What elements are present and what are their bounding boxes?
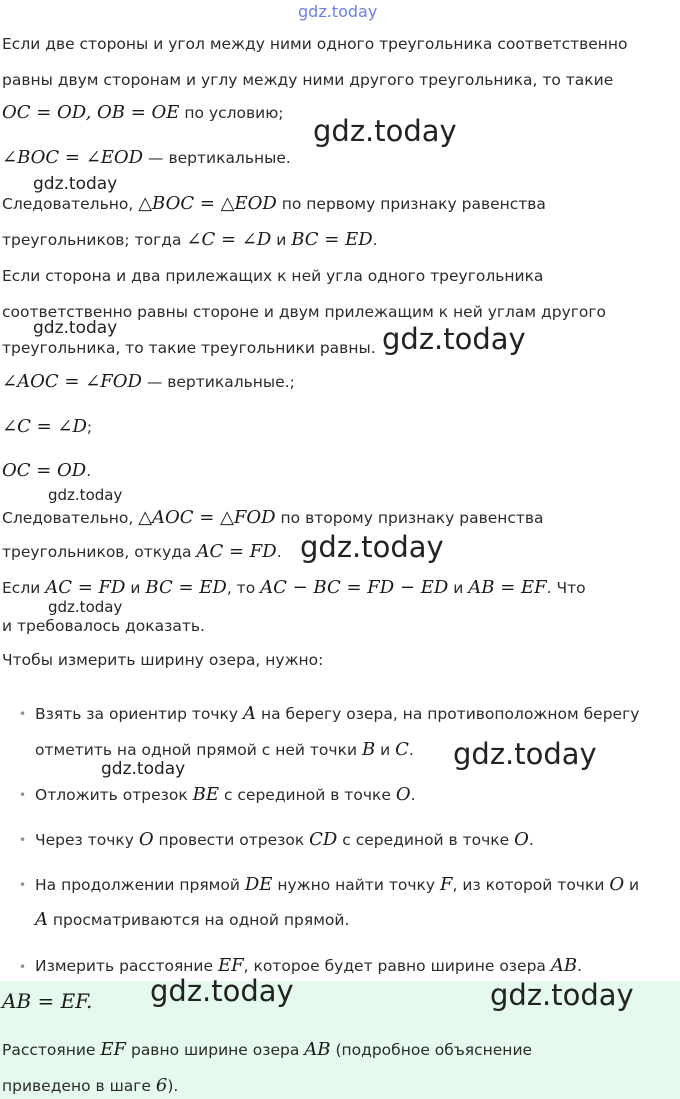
text: (подробное объяснение [330, 1041, 533, 1059]
watermark: gdz.today [48, 486, 123, 504]
math: BE [192, 784, 220, 805]
conclusion-line [2, 507, 544, 529]
conclusion-line: и требовалось доказать. [2, 617, 205, 635]
watermark: gdz.today [313, 114, 457, 148]
text: приведено в шаге [2, 1077, 156, 1095]
math: A [243, 703, 257, 724]
text: ; [86, 418, 93, 436]
paragraph-line: Если сторона и два прилежащих к ней угла одного треугольника [2, 267, 544, 285]
watermark: gdz.today [453, 737, 597, 771]
text: треугольников; тогда [2, 231, 187, 249]
paragraph-line: соответственно равны стороне и двум прилежащим к ней углам другого [2, 303, 607, 321]
list-item-line [35, 909, 349, 931]
answer-equation [2, 990, 92, 1014]
text: и [125, 579, 146, 597]
bullet-icon: • [19, 707, 27, 721]
conclusion-line [2, 541, 282, 563]
text: . [408, 741, 414, 759]
watermark: gdz.today [490, 978, 634, 1012]
watermark-top: gdz.today [298, 2, 378, 21]
watermark: gdz.today [382, 322, 526, 356]
text: — вертикальные. [143, 149, 291, 167]
text: На продолжении прямой [35, 876, 245, 894]
bullet-icon: • [19, 788, 27, 802]
math: O [395, 784, 411, 805]
text: и [624, 876, 640, 894]
text: на берегу озера, на противоположном берегу [256, 705, 640, 723]
text: просматриваются на одной прямой. [48, 911, 350, 929]
math: AB = EF [468, 577, 547, 598]
math: ∠C = ∠D [186, 229, 272, 250]
text: , то [226, 579, 261, 597]
equation-line [2, 416, 92, 438]
bullet-icon: • [19, 960, 27, 974]
text: . [276, 543, 282, 561]
watermark: gdz.today [33, 174, 118, 194]
math: ∠C = ∠D [2, 416, 87, 437]
watermark: gdz.today [48, 598, 123, 616]
text: Следовательно, [2, 195, 139, 213]
math: B [361, 739, 376, 760]
text: треугольников, откуда [2, 543, 197, 561]
watermark: gdz.today [150, 974, 294, 1008]
text: , которое будет равно ширине озера [243, 957, 551, 975]
math: EF [100, 1039, 127, 1060]
list-item [35, 874, 639, 896]
text: равно ширине озера [126, 1041, 305, 1059]
math: C [395, 739, 409, 760]
equation-line [2, 147, 291, 169]
answer-line [2, 1075, 178, 1097]
list-item [35, 829, 534, 851]
text: Через точку [35, 831, 139, 849]
watermark: gdz.today [101, 759, 186, 779]
list-item [35, 784, 416, 806]
bullet-icon: • [19, 833, 27, 847]
text: Следовательно, [2, 509, 139, 527]
text: по первому признаку равенства [276, 195, 546, 213]
text: провести отрезок [153, 831, 310, 849]
text: Отложить отрезок [35, 786, 193, 804]
math: A [35, 909, 48, 930]
equation-line [2, 371, 295, 393]
text: . [372, 231, 378, 249]
conclusion-line [2, 229, 378, 251]
text: и [448, 579, 469, 597]
math: AB [550, 955, 578, 976]
paragraph-line: Если две стороны и угол между ними одного треугольника соответственно [2, 35, 628, 53]
text: нужно найти точку [272, 876, 441, 894]
math: ∠AOC = ∠FOD [2, 371, 142, 392]
math: F [440, 874, 453, 895]
text: . [577, 957, 583, 975]
math: ∠BOC = ∠EOD [2, 147, 144, 168]
answer-line [2, 1039, 532, 1061]
paragraph-line: равны двум сторонам и углу между ними другого треугольника, то такие [2, 71, 614, 89]
text: отметить на одной прямой с ней точки [35, 741, 362, 759]
math: BC = ED [291, 229, 373, 250]
math: OC = OD, OB = OE [2, 102, 180, 123]
text: . [410, 786, 416, 804]
math: △AOC = △FOD [138, 507, 276, 528]
equation-line [2, 102, 284, 124]
math: CD [309, 829, 338, 850]
text: по условию; [179, 104, 284, 122]
paragraph-line: треугольника, то такие треугольники равны. [2, 339, 376, 357]
math: AB [304, 1039, 331, 1060]
list-item [35, 955, 582, 977]
text: , из которой точки [452, 876, 610, 894]
text: — вертикальные.; [141, 373, 295, 391]
math: O [138, 829, 154, 850]
text: Расстояние [2, 1041, 101, 1059]
math: O [609, 874, 625, 895]
math: 6 [155, 1075, 168, 1096]
watermark: gdz.today [300, 530, 444, 564]
text: и [375, 741, 396, 759]
text: Взять за ориентир точку [35, 705, 244, 723]
text: Измерить расстояние [35, 957, 218, 975]
math: AC − BC = FD − ED [260, 577, 449, 598]
conclusion-line [2, 193, 546, 215]
math: △BOC = △EOD [138, 193, 277, 214]
intro-text: Чтобы измерить ширину озера, нужно: [2, 651, 324, 669]
math: DE [244, 874, 273, 895]
math: AB = EF. [2, 989, 93, 1013]
math: AC = FD [196, 541, 277, 562]
conclusion-line [2, 577, 586, 599]
math: EF [217, 955, 244, 976]
math: O [514, 829, 529, 850]
text: Если [2, 579, 46, 597]
math: OC = OD [2, 460, 87, 481]
text: по второму признаку равенства [275, 509, 544, 527]
text: ). [167, 1077, 179, 1095]
text: и [271, 231, 292, 249]
text: с серединой в точке [337, 831, 515, 849]
equation-line [2, 460, 91, 482]
watermark: gdz.today [33, 318, 118, 338]
text: . [86, 462, 92, 480]
text: с серединой в точке [219, 786, 396, 804]
text: . [528, 831, 534, 849]
math: AC = FD [45, 577, 126, 598]
text: . Что [546, 579, 586, 597]
list-item-line [35, 739, 414, 761]
bullet-icon: • [19, 878, 27, 892]
list-item [35, 703, 639, 725]
math: BC = ED [145, 577, 227, 598]
